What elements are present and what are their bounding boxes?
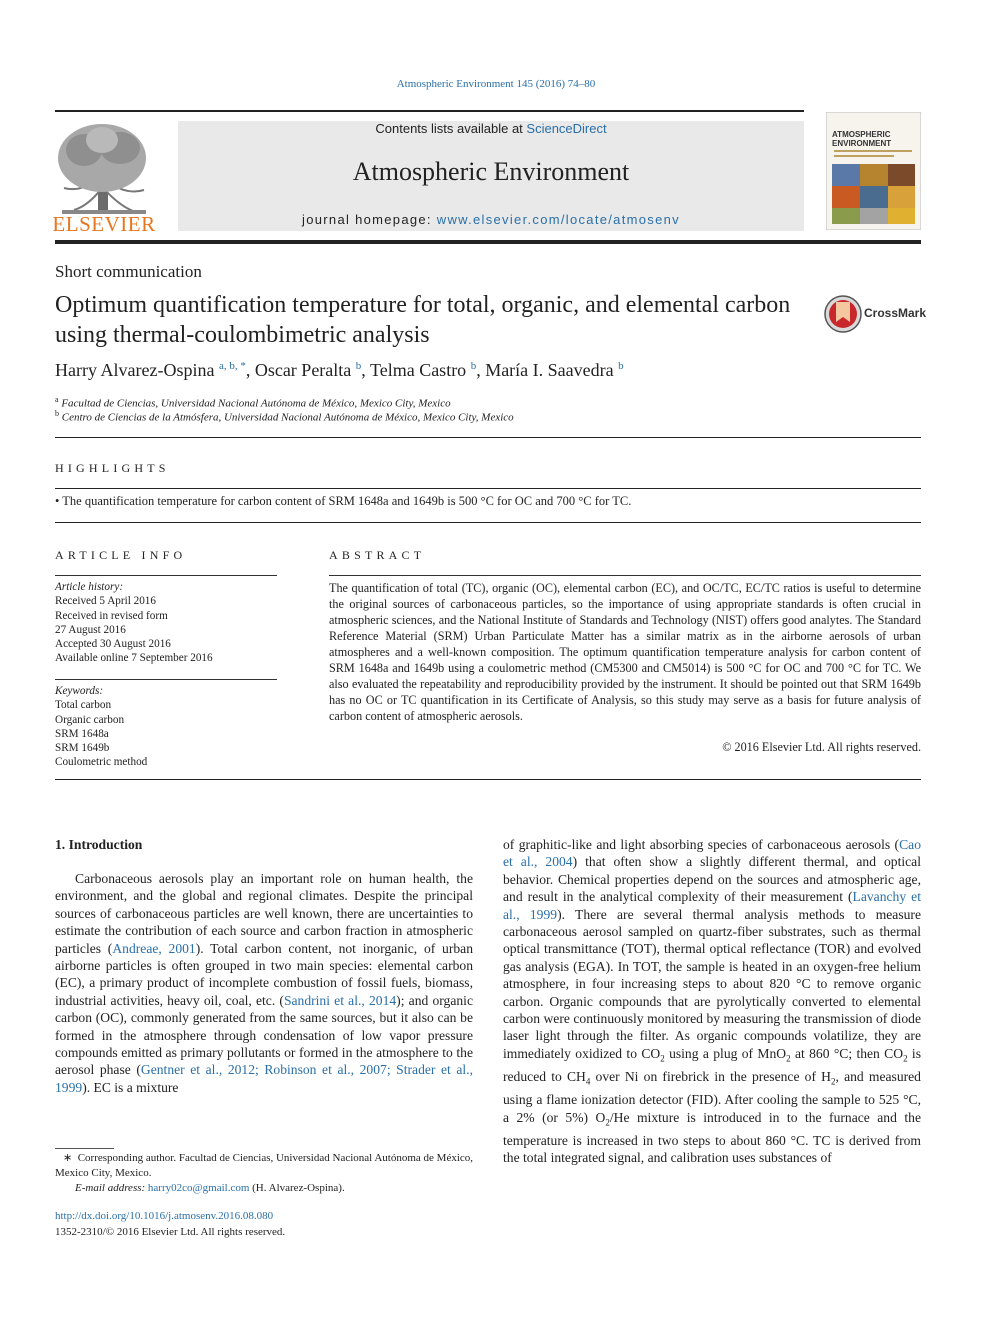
citation-link[interactable]: Cao et al., 2004 <box>503 837 921 870</box>
email-line <box>55 1181 473 1196</box>
subscript: 2 <box>786 1053 791 1064</box>
email-label: E-mail address: <box>75 1182 148 1194</box>
affiliation-marker: b <box>55 409 59 418</box>
body-text: at 860 °C; then CO <box>790 1045 904 1061</box>
abstract-heading: ABSTRACT <box>329 548 426 562</box>
footnote <box>55 1151 473 1196</box>
corresponding-text: Corresponding author. Facultad de Ciencias, Universidad Nacional Autónoma de México, Mexico City, Mexico. <box>55 1152 474 1179</box>
sciencedirect-link[interactable]: ScienceDirect <box>526 121 607 136</box>
body-text: ); and organic carbon (OC), commonly generated from the same sources, but it also can be formed in the atmosphere through condensation of low vapor pressure compounds emitted as primary pollutants or formed in the atmosphere to the aerosol phase ( <box>55 992 473 1078</box>
doi-link[interactable]: http://dx.doi.org/10.1016/j.atmosenv.2016.08.080 <box>55 1210 274 1222</box>
history-label: Article history: <box>55 581 124 593</box>
keyword-item: Organic carbon <box>55 713 125 726</box>
author-affiliation-marker[interactable]: b <box>355 360 362 372</box>
abstract-rule <box>329 575 921 576</box>
affiliation-text: Centro de Ciencias de la Atmósfera, Universidad Nacional Autónoma de México, Mexico City, Mexico <box>61 411 514 424</box>
citation-link[interactable]: Sandrini et al., 2014 <box>283 992 397 1008</box>
contents-prefix: Contents lists available at <box>375 121 527 136</box>
body-text: , and measured using a flame ionization detector (FID). After cooling the sample to 525 °C, a 2% (or 5%) O <box>503 1069 921 1125</box>
body-text: ). EC is a mixture <box>82 1079 179 1095</box>
body-text: /He mixture is introduced in to the furnace and the temperature is increased in two steps to about 860 °C. TC is derived from the total integrated signal, and calibration uses substances of <box>503 1109 921 1166</box>
subscript: 2 <box>660 1053 665 1064</box>
keyword-item: Coulometric method <box>55 756 148 769</box>
homepage-prefix: journal homepage: <box>302 212 437 227</box>
author-list <box>55 360 624 381</box>
keywords-label: Keywords: <box>55 685 104 697</box>
body-text: Carbonaceous aerosols play an important role on human health, the environment, and the global and regional climates. Despite the principal sources of carbonaceous particles are well known, there are uncertainties to estimate the contribution of each source and carbon fraction in atmospheric particles ( <box>55 871 473 956</box>
article-history <box>55 580 213 666</box>
elsevier-wordmark: ELSEVIER <box>52 212 156 236</box>
affiliation-text: Facultad de Ciencias, Universidad Nacional Autónoma de México, Mexico City, Mexico <box>61 397 451 410</box>
history-item: Available online 7 September 2016 <box>55 652 213 665</box>
issn-line: 1352-2310/© 2016 Elsevier Ltd. All rights reserved. <box>55 1226 286 1238</box>
article-info-heading: ARTICLE INFO <box>55 548 187 562</box>
highlights-bottom-rule <box>55 522 921 523</box>
author-name: Harry Alvarez-Ospina <box>55 360 215 380</box>
section-divider <box>55 437 921 438</box>
article-type: Short communication <box>55 262 202 281</box>
keyword-item: SRM 1648a <box>55 727 109 740</box>
article-info-rule <box>55 575 277 576</box>
article-title: Optimum quantification temperature for total, organic, and elemental carbon using thermal-coulombimetric analysis <box>55 292 791 348</box>
history-item: 27 August 2016 <box>55 623 126 636</box>
author-affiliation-marker[interactable]: b <box>618 360 624 372</box>
subscript: 2 <box>831 1076 836 1087</box>
citation-link[interactable]: Gentner et al., 2012; Robinson et al., 2007; Strader et al., 1999 <box>55 1062 473 1095</box>
homepage-line <box>178 212 804 227</box>
author-name: Telma Castro <box>369 360 467 380</box>
author-separator: , <box>476 360 486 380</box>
bullet-icon: • <box>55 494 60 508</box>
contents-line <box>178 121 804 136</box>
body-text: is reduced to CH <box>503 1045 921 1084</box>
intro-right-column <box>503 836 921 1166</box>
email-link[interactable]: harry02co@gmail.com <box>147 1182 250 1194</box>
body-text: ). Total carbon content, not inorganic, of urban airborne particles is often grouped in two main species: elemental carbon (EC), a primary product of incomplete combustion of fossil fuels, biomass, industrial activities, heavy oil, coal, etc. ( <box>55 940 473 1008</box>
journal-cover-image <box>826 112 921 230</box>
keyword-item: Total carbon <box>55 699 112 712</box>
cover-title: ATMOSPHERIC ENVIRONMENT <box>832 130 892 148</box>
intro-paragraph-continued <box>503 836 921 1166</box>
intro-paragraph <box>55 870 473 1096</box>
subscript: 4 <box>585 1076 591 1087</box>
journal-name: Atmospheric Environment <box>352 157 630 186</box>
abstract-bottom-rule <box>55 779 921 780</box>
highlights-heading: HIGHLIGHTS <box>55 461 170 475</box>
highlights-top-rule <box>55 488 921 489</box>
history-item: Received in revised form <box>55 609 168 622</box>
crossmark-badge[interactable] <box>824 294 927 334</box>
keyword-item: SRM 1649b <box>55 742 110 755</box>
subscript: 2 <box>605 1117 610 1128</box>
crossmark-label: CrossMark <box>864 306 927 320</box>
asterisk-icon: ∗ <box>63 1152 73 1164</box>
history-item: Received 5 April 2016 <box>55 595 156 608</box>
author-separator: , <box>245 360 255 380</box>
author-name: María I. Saavedra <box>485 360 614 380</box>
affiliation-b <box>55 409 514 424</box>
keywords <box>55 684 147 770</box>
highlight-item <box>55 494 631 509</box>
body-text: using a plug of MnO <box>664 1045 787 1061</box>
author-separator: , <box>361 360 370 380</box>
affiliation-marker: a <box>55 395 59 404</box>
citation-link[interactable]: Andreae, 2001 <box>112 940 196 956</box>
header-top-rule <box>55 110 804 112</box>
header-bottom-rule <box>55 240 921 244</box>
elsevier-logo <box>52 118 156 236</box>
body-text: of graphitic-like and light absorbing species of carbonaceous aerosols ( <box>503 837 900 852</box>
body-text: ) that often show a slightly different thermal, and optical behavior. Chemical properties depend on the sources and atmospheric age, and result in the analytical complexity of their measurement ( <box>503 854 921 905</box>
homepage-link[interactable]: www.elsevier.com/locate/atmosenv <box>436 212 680 227</box>
email-suffix: (H. Alvarez-Ospina). <box>249 1182 345 1194</box>
crossmark-icon <box>824 295 862 333</box>
footnote-rule <box>55 1148 114 1149</box>
corresponding-author-note <box>55 1151 473 1181</box>
history-item: Accepted 30 August 2016 <box>55 638 171 651</box>
journal-citation-link[interactable]: Atmospheric Environment 145 (2016) 74–80 <box>396 78 596 90</box>
keywords-rule <box>55 679 277 680</box>
author-name: Oscar Peralta <box>254 360 352 380</box>
abstract-text: The quantification of total (TC), organic (OC), elemental carbon (EC), and OC/TC, EC/TC ratios is useful to determine the original sources of carbonaceous particles, so the importance of using appropriate standards is often crucial in atmospheric sciences, and the National Institute of Standards and Technology (NIST) offers good analytes. The Standard Reference Material (SRM) Urban Particulate Matter has a similar matrix as in the airborne aerosols of urban atmospheres and a well-known composition. The optimum quantification temperature analysis for carbon content of SRM 1648a and 1649b using a coulometric method (CM5300 and CM5014) is 500 °C for OC and 700 °C for TC. We also evaluated the repeatability and reproducibility provided by the instrument. It should be pointed out that SRM 1649b has no OC or TC quantification in its Certificate of Analysis, so this study may serve as a basis for future analysis of carbon content of atmospheric aerosols. <box>329 581 921 723</box>
author-affiliation-marker[interactable]: a, b, * <box>218 360 246 372</box>
affiliation-a <box>55 395 451 410</box>
author-affiliation-marker[interactable]: b <box>470 360 477 372</box>
body-text: ). There are several thermal analysis methods to measure carbonaceous aerosol sampled on quartz-fiber substrates, such as thermal optical transmittance (TOT), thermal optical reflectance (TOR) and evolved gas analysis (EGA). In TOT, the sample is heated in an oxygen-free helium atmosphere, in four increasing steps to about 820 °C to remove organic carbon. Organic compounds that are pyrolytically converted to elemental carbon were continuously monitored by measuring the transmission of diode laser light through the filter. As organic compounds volatilize, they are immediately oxidized to CO <box>503 906 921 1061</box>
abstract-copyright: © 2016 Elsevier Ltd. All rights reserved. <box>722 740 921 754</box>
intro-left-column <box>55 870 473 1096</box>
subscript: 2 <box>903 1053 908 1064</box>
body-text: over Ni on firebrick in the presence of H <box>590 1069 831 1084</box>
highlight-text: The quantification temperature for carbon content of SRM 1648a and 1649b is 500 °C for OC and 700 °C for TC. <box>62 494 632 508</box>
section-heading-introduction: 1. Introduction <box>55 837 143 852</box>
citation-link[interactable]: Lavanchy et al., 1999 <box>503 889 921 922</box>
